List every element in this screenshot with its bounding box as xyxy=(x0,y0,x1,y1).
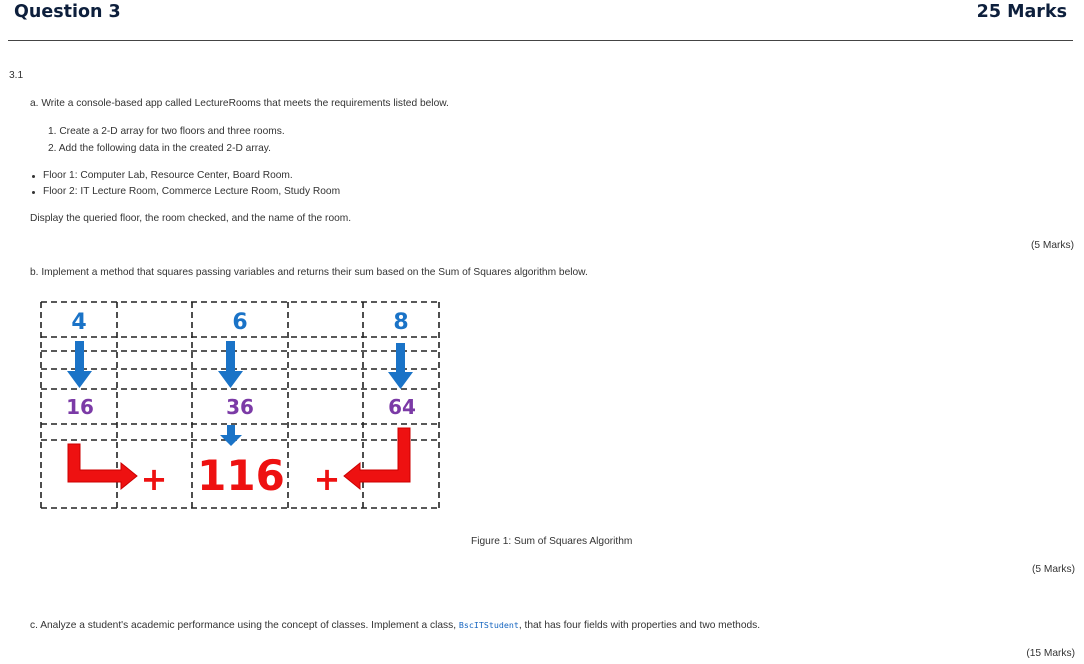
input-value-1: 4 xyxy=(71,310,87,335)
down-arrow-icon xyxy=(218,341,243,388)
input-value-2: 6 xyxy=(232,310,248,335)
input-value-3: 8 xyxy=(393,310,409,335)
part-a-bullet-1: Floor 1: Computer Lab, Resource Center, Board Room. xyxy=(43,170,293,181)
part-a-step-1: 1. Create a 2-D array for two floors and three rooms. xyxy=(48,126,285,137)
red-bent-arrow-left-icon xyxy=(68,444,137,489)
total-marks: 25 Marks xyxy=(976,2,1067,22)
down-arrow-icon xyxy=(220,425,242,446)
part-b-marks: (5 Marks) xyxy=(1031,564,1075,575)
square-arrows xyxy=(67,341,413,389)
down-arrow-icon xyxy=(388,343,413,389)
square-value-2: 36 xyxy=(226,395,254,419)
part-c-text-after: , that has four fields with properties and two methods. xyxy=(518,620,761,631)
section-number: 3.1 xyxy=(9,70,24,81)
sum-value: 116 xyxy=(197,451,285,500)
plus-sign-2: + xyxy=(313,460,341,498)
red-bent-arrow-right-icon xyxy=(344,428,410,489)
part-c-marks: (15 Marks) xyxy=(1026,648,1075,659)
down-arrow-icon xyxy=(67,341,92,388)
part-a-step-2: 2. Add the following data in the created 2-D array. xyxy=(48,143,271,154)
part-a-intro: a. Write a console-based app called LectureRooms that meets the requirements listed below. xyxy=(30,98,449,109)
figure-caption: Figure 1: Sum of Squares Algorithm xyxy=(471,536,633,547)
part-c-text-before: c. Analyze a student's academic performance using the concept of classes. Implement a class, xyxy=(30,620,459,631)
square-value-1: 16 xyxy=(66,395,94,419)
part-a-marks: (5 Marks) xyxy=(1030,240,1074,251)
part-b-text: b. Implement a method that squares passing variables and returns their sum based on the Sum of Squares algorithm below. xyxy=(30,267,588,278)
part-a-display-text: Display the queried floor, the room checked, and the name of the room. xyxy=(30,213,352,224)
square-value-3: 64 xyxy=(388,395,416,419)
plus-sign-1: + xyxy=(140,460,168,498)
class-name-code: BscITStudent xyxy=(458,620,519,630)
part-c-text xyxy=(30,620,760,631)
question-title: Question 3 xyxy=(14,2,121,22)
part-a-bullet-2: Floor 2: IT Lecture Room, Commerce Lecture Room, Study Room xyxy=(43,186,341,197)
